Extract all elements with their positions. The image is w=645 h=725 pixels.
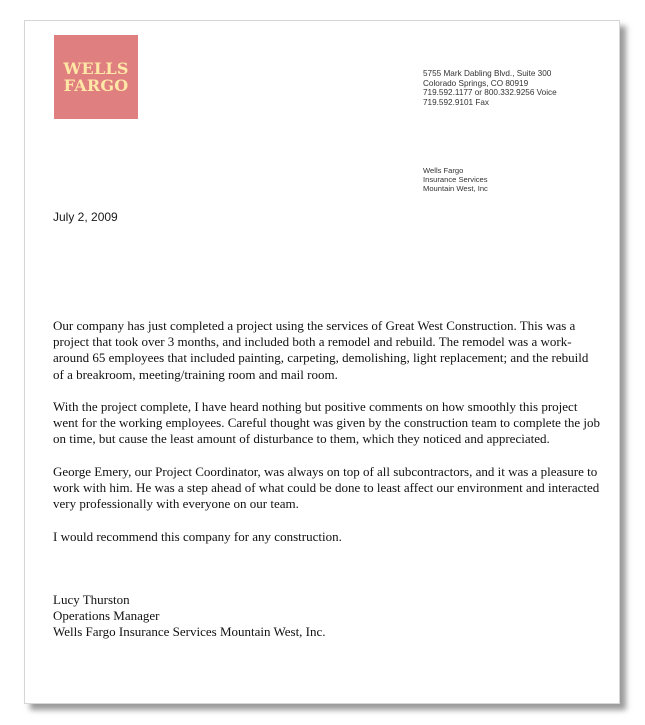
signature-block [53,592,326,641]
logo-line-2: FARGO [63,76,129,95]
address-fax: 719.592.9101 Fax [423,97,490,107]
logo-line-1: WELLS [63,59,129,78]
letter-body [53,318,601,561]
letter-page [24,20,620,704]
body-paragraph-1: Our company has just completed a project using the services of Great West Construction. This was a project that took over 3 months, and included both a remodel and rebuild. The remodel was a work-around 65 employees that included painting, carpeting, demolishing, light replacement; and the rebuild of a breakroom, meeting/training room and mail room. [53,318,589,382]
signature-name: Lucy Thurston [53,592,130,607]
signature-company: Wells Fargo Insurance Services Mountain West, Inc. [53,624,326,640]
address-phone: 719.592.1177 or 800.332.9256 Voice [423,88,557,98]
letterhead-company [423,166,488,194]
body-paragraph-3: George Emery, our Project Coordinator, was always on top of all subcontractors, and it was a pleasure to work with him. He was a step ahead of what could be done to least affect our environment and interacted very professionally with everyone on our team. [53,463,600,512]
address-city: Colorado Springs, CO 80919 [423,78,529,88]
letter-date: July 2, 2009 [53,210,118,224]
address-street: 5755 Mark Dabling Blvd., Suite 300 [423,69,552,78]
letterhead-address [423,69,557,107]
body-paragraph-4: I would recommend this company for any construction. [53,528,342,544]
signature-title: Operations Manager [53,608,160,624]
wells-fargo-logo [54,35,138,119]
company-line-2: Insurance Services [423,175,488,185]
company-line-1: Wells Fargo [423,166,464,175]
company-line-3: Mountain West, Inc [423,184,488,194]
body-paragraph-2: With the project complete, I have heard nothing but positive comments on how smoothly this project went for the working employees. Careful thought was given by the construction team to complete the job on time, but cause the least amount of disturbance to them, which they noticed and appreciated. [53,399,600,447]
